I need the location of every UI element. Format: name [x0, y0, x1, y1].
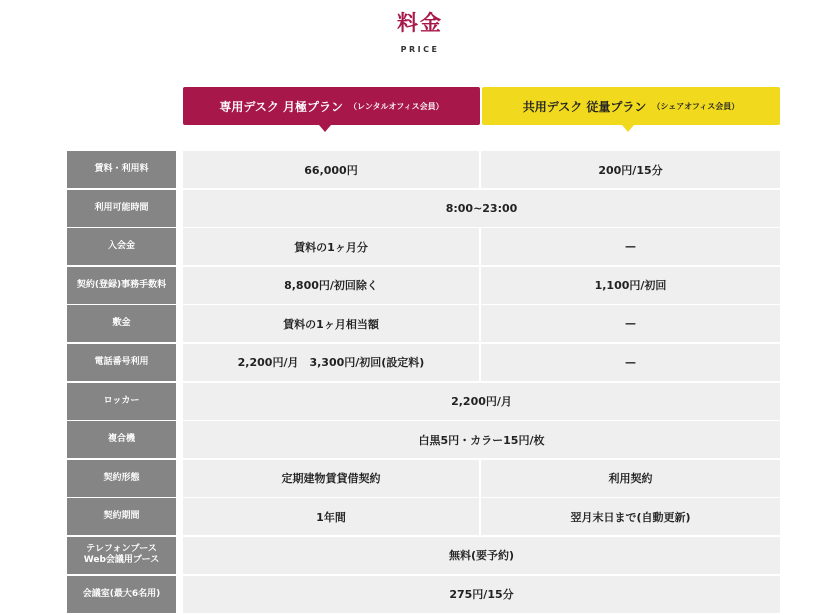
- cell-exclusive-plan: 66,000円: [183, 151, 479, 188]
- row-label-line: 賃料・利用料: [94, 164, 149, 174]
- page-header: [0, 8, 840, 56]
- cell-shared-plan: —: [481, 305, 780, 342]
- cell-both-plans: 無料(要予約): [183, 537, 780, 574]
- cell-exclusive-plan: 2,200円/月 3,300円/初回(設定料): [183, 344, 479, 381]
- row-label-line: 入会金: [107, 241, 135, 252]
- row-label: [67, 576, 176, 613]
- plan-header-exclusive-desk: [183, 87, 480, 125]
- plan-header-shared-desk: [482, 87, 780, 125]
- row-label-line: 敷金: [112, 318, 131, 329]
- cell-exclusive-plan: 1年間: [183, 498, 479, 535]
- page-title: 料金: [397, 11, 443, 35]
- plan-name: 専用デスク 月極プラン: [219, 99, 344, 114]
- cell-exclusive-plan: 定期建物賃貸借契約: [183, 460, 479, 497]
- cell-exclusive-plan: 賃料の1ヶ月分: [183, 228, 479, 265]
- cell-both-plans: 8:00~23:00: [183, 190, 780, 227]
- cell-exclusive-plan: 8,800円/初回除く: [183, 267, 479, 304]
- row-label: [67, 151, 176, 188]
- table-row: [67, 498, 780, 535]
- row-label: [67, 537, 176, 574]
- row-label: [67, 267, 176, 304]
- row-label-line: ロッカー: [103, 395, 140, 406]
- plan-note: （シェアオフィス会員）: [652, 101, 740, 111]
- row-label-line: 会議室(最大6名用): [82, 588, 161, 599]
- row-label-line: 利用可能時間: [94, 202, 149, 213]
- table-row: [67, 267, 780, 304]
- row-label: [67, 305, 176, 342]
- row-label-line: 契約期間: [103, 511, 140, 522]
- plan-note: （レンタルオフィス会員）: [349, 101, 444, 111]
- price-table: [67, 151, 780, 614]
- table-row: [67, 460, 780, 497]
- row-label-line: Web会議用ブース: [83, 555, 160, 566]
- plan-pointer: [622, 125, 634, 132]
- table-row: [67, 576, 780, 613]
- cell-both-plans: 275円/15分: [183, 576, 780, 613]
- row-label: [67, 228, 176, 265]
- cell-shared-plan: 利用契約: [481, 460, 780, 497]
- table-row: [67, 151, 780, 188]
- row-label: [67, 498, 176, 535]
- cell-shared-plan: —: [481, 228, 780, 265]
- table-row: [67, 190, 780, 227]
- table-row: [67, 421, 780, 458]
- table-row: [67, 228, 780, 265]
- table-row: [67, 537, 780, 574]
- cell-shared-plan: —: [481, 344, 780, 381]
- cell-shared-plan: 200円/15分: [481, 151, 780, 188]
- table-row: [67, 344, 780, 381]
- row-label-line: 電話番号利用: [94, 356, 149, 367]
- row-label-line: 契約形態: [103, 472, 140, 483]
- row-label-line: 契約(登録)事務手数料: [76, 279, 167, 290]
- row-label-line: テレフォンブース: [86, 544, 157, 555]
- row-label: [67, 460, 176, 497]
- table-row: [67, 383, 780, 420]
- row-label: [67, 344, 176, 381]
- cell-exclusive-plan: 賃料の1ヶ月相当額: [183, 305, 479, 342]
- cell-both-plans: 白黒5円・カラー15円/枚: [183, 421, 780, 458]
- plan-pointer: [319, 125, 331, 132]
- cell-shared-plan: 1,100円/初回: [481, 267, 780, 304]
- page-subtitle: PRICE: [400, 45, 440, 54]
- row-label: [67, 190, 176, 227]
- row-label-line: 複合機: [107, 434, 135, 445]
- row-label: [67, 383, 176, 420]
- row-label: [67, 421, 176, 458]
- plan-name: 共用デスク 従量プラン: [522, 99, 647, 114]
- cell-shared-plan: 翌月末日まで(自動更新): [481, 498, 780, 535]
- cell-both-plans: 2,200円/月: [183, 383, 780, 420]
- table-row: [67, 305, 780, 342]
